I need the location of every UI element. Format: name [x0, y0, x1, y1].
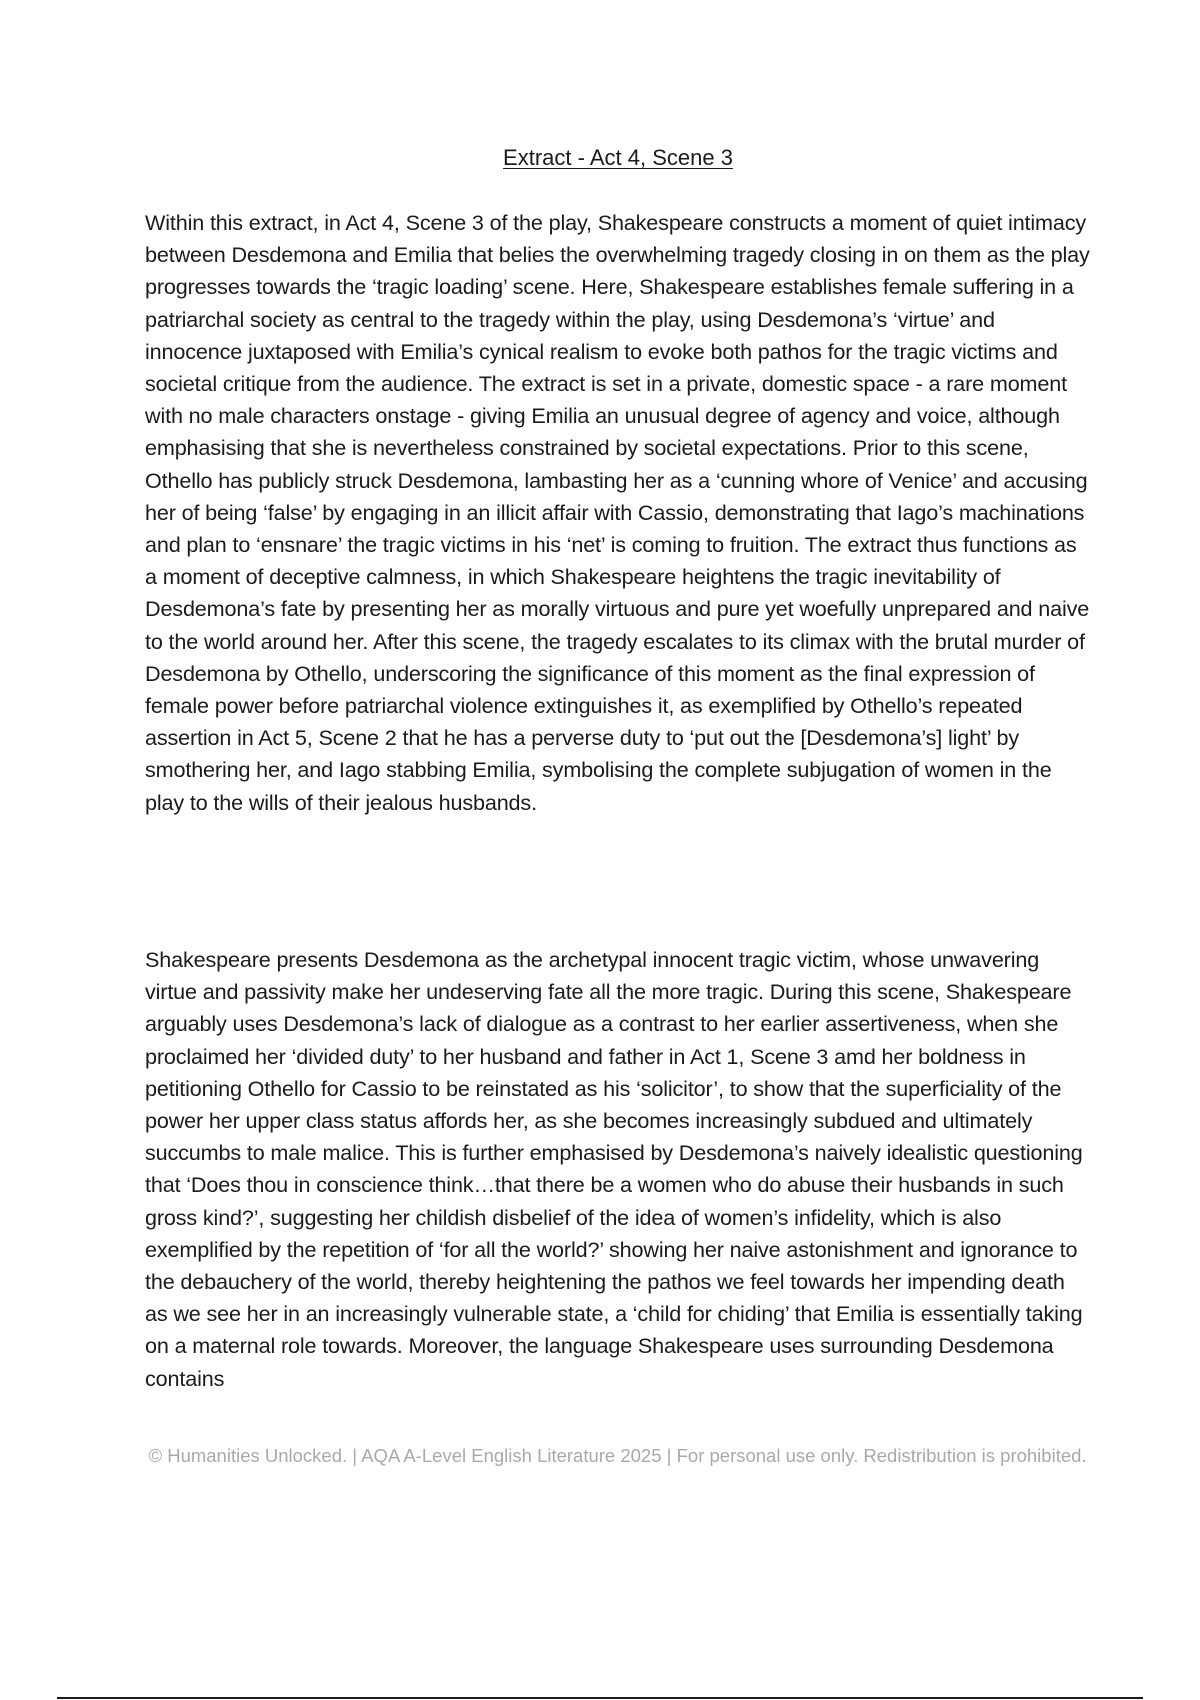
bottom-divider [57, 1697, 1143, 1699]
page-title: Extract - Act 4, Scene 3 [503, 145, 733, 170]
paragraph-2: Shakespeare presents Desdemona as the archetypal innocent tragic victim, whose unwavering virtue and passivity make her undeserving fate all the more tragic. During this scene, Shakespeare arguably uses Desdemona’s lack of dialogue as a contrast to her earlier assertiveness, when she proclaimed her ‘divided duty’ to her husband and father in Act 1, Scene 3 amd her boldness in petitioning Othello for Cassio to be reinstated as his ‘solicitor’, to show that the superficiality of the power her upper class status affords her, as she becomes increasingly subdued and ultimately succumbs to male malice. This is further emphasised by Desdemona’s naively idealistic questioning that ‘Does thou in conscience think…that there be a women who do abuse their husbands in such gross kind?’, suggesting her childish disbelief of the idea of women’s infidelity, which is also exemplified by the repetition of ‘for all the world?’ showing her naive astonishment and ignorance to the debauchery of the world, thereby heightening the pathos we feel towards her impending death as we see her in an increasingly vulnerable state, a ‘child for chiding’ that Emilia is essentially taking on a maternal role towards. Moreover, the language Shakespeare uses surrounding Desdemona contains [145, 947, 1083, 1391]
paragraph-1: Within this extract, in Act 4, Scene 3 of the play, Shakespeare constructs a moment of quiet intimacy between Desdemona and Emilia that belies the overwhelming tragedy closing in on them as the play progresses towards the ‘tragic loading’ scene. Here, Shakespeare establishes female suffering in a patriarchal society as central to the tragedy within the play, using Desdemona’s ‘virtue’ and innocence juxtaposed with Emilia’s cynical realism to evoke both pathos for the tragic victims and societal critique from the audience. The extract is set in a private, domestic space - a rare moment with no male characters onstage - giving Emilia an unusual degree of agency and voice, although emphasising that she is nevertheless constrained by societal expectations. Prior to this scene, Othello has publicly struck Desdemona, lambasting her as a ‘cunning whore of Venice’ and accusing her of being ‘false’ by engaging in an illicit affair with Cassio, demonstrating that Iago’s machinations and plan to ‘ensnare’ the tragic victims in his ‘net’ is coming to fruition. The extract thus functions as a moment of deceptive calmness, in which Shakespeare heightens the tragic inevitability of Desdemona’s fate by presenting her as morally virtuous and pure yet woefully unprepared and naive to the world around her. After this scene, the tragedy escalates to its climax with the brutal murder of Desdemona by Othello, underscoring the significance of this moment as the final expression of female power before patriarchal violence extinguishes it, as exemplified by Othello’s repeated assertion in Act 5, Scene 2 that he has a perverse duty to ‘put out the [Desdemona’s] light’ by smothering her, and Iago stabbing Emilia, symbolising the complete subjugation of women in the play to the wills of their jealous husbands. [145, 210, 1090, 815]
copyright-footer: © Humanities Unlocked. | AQA A-Level English Literature 2025 | For personal use only. Redistribution is prohibited. [148, 1445, 1087, 1466]
